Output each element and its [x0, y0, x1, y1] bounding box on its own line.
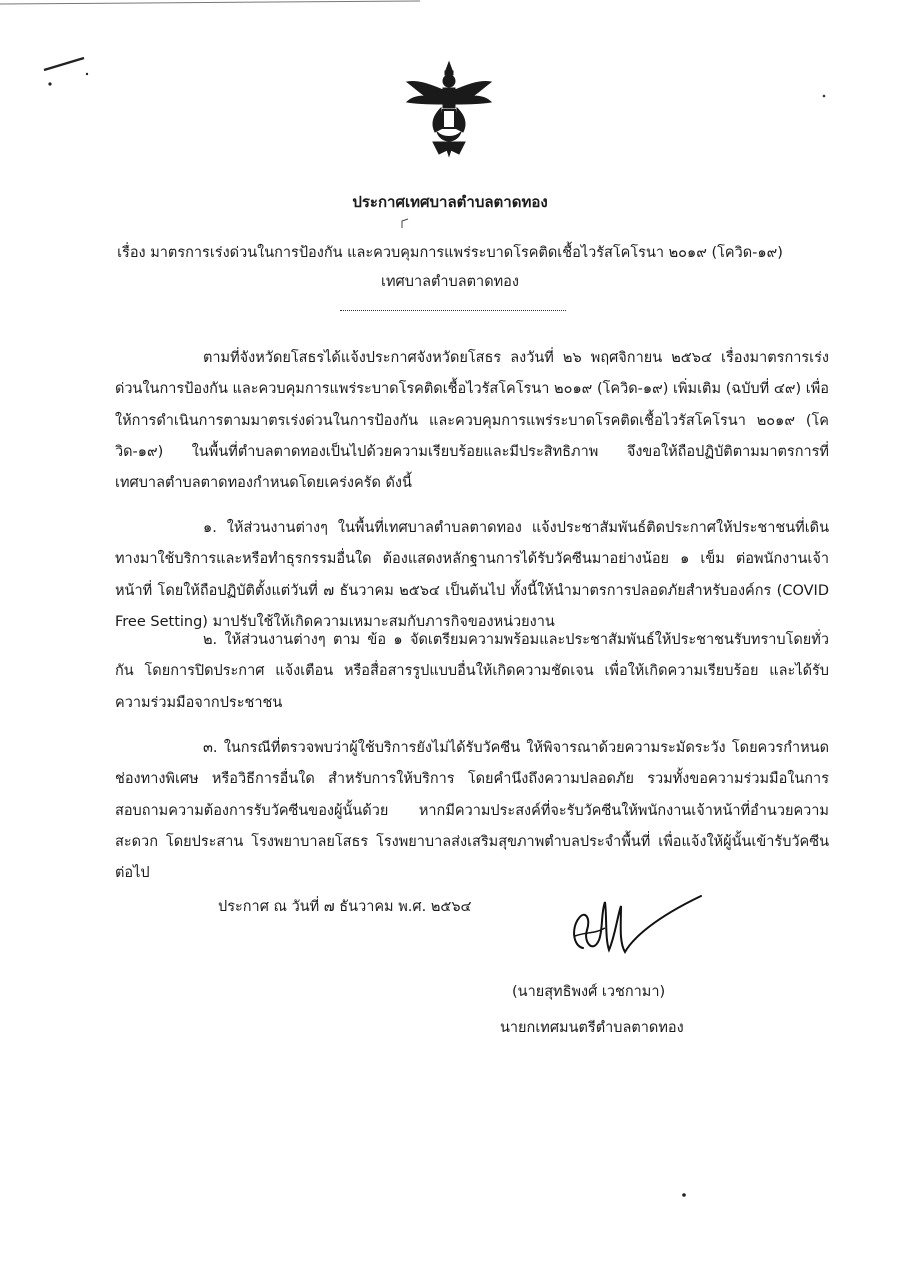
page-title: ประกาศเทศบาลตำบลตาดทอง [352, 193, 548, 211]
item-3-text: ๓. ในกรณีที่ตรวจพบว่าผู้ใช้บริการยังไม่ได้รับวัคซีน ให้พิจารณาด้วยความระมัดระวัง โดยควรกำหนดช่องทางพิเศษ หรือวิธีการอื่นใด สำหรับการให้บริการ โดยคำนึงถึงความปลอดภัย รวมทั้งขอความร่วมมือในการสอบถามความต้องการรับวัคซีนของผู้นั้นด้วย หากมีความประสงค์ที่จะรับวัคซีนให้พนักงานเจ้าหน้าที่อำนวยความสะดวก โดยประสาน โรงพยาบาลยโสธร โรงพยาบาลส่งเสริมสุขภาพตำบลประจำพื้นที่ เพื่อแจ้งให้ผู้นั้นเข้ารับวัคซีนต่อไป [115, 740, 829, 882]
scan-speck [400, 218, 410, 230]
signature-icon [565, 888, 705, 968]
item-3-paragraph [115, 733, 829, 889]
item-1-paragraph [115, 513, 829, 638]
signer-title: นายกเทศมนตรีตำบลตาดทอง [500, 1020, 684, 1036]
scan-speck [680, 1190, 688, 1200]
scan-speck [820, 92, 828, 100]
garuda-emblem-icon [403, 58, 495, 158]
item-2-text: ๒. ให้ส่วนงานต่างๆ ตาม ข้อ ๑ จัดเตรียมความพร้อมและประชาสัมพันธ์ให้ประชาชนรับทราบโดยทั่วกัน โดยการปิดประกาศ แจ้งเตือน หรือสื่อสารรูปแบบอื่นให้เกิดความชัดเจน เพื่อให้เกิดความเรียบร้อย และได้รับความร่วมมือจากประชาชน [115, 632, 829, 711]
intro-text: ตามที่จังหวัดยโสธรได้แจ้งประกาศจังหวัดยโสธร ลงวันที่ ๒๖ พฤศจิกายน ๒๕๖๔ เรื่องมาตรการเร่งด่วนในการป้องกัน และควบคุมการแพร่ระบาดโรคติดเชื้อไวรัสโคโรนา ๒๐๑๙ (โควิด-๑๙) เพิ่มเติม (ฉบับที่ ๔๙) เพื่อให้การดำเนินการตามมาตรเร่งด่วนในการป้องกัน และควบคุมการแพร่ระบาดโรคติดเชื้อไวรัสโคโรนา ๒๐๑๙ (โควิด-๑๙) ในพื้นที่ตำบลตาดทองเป็นไปด้วยความเรียบร้อยและมีประสิทธิภาพ จึงขอให้ถือปฏิบัติตามมาตรการที่เทศบาลตำบลตาดทองกำหนดโดยเคร่งครัด ดังนี้ [115, 350, 829, 492]
scan-edge-line [0, 0, 900, 8]
issuer-line: เทศบาลตำบลตาดทอง [381, 274, 519, 290]
signer-name: (นายสุทธิพงศ์ เวชกามา) [512, 984, 666, 1000]
dotted-divider [340, 310, 566, 311]
intro-paragraph [115, 343, 829, 499]
announce-date: ประกาศ ณ วันที่ ๗ ธันวาคม พ.ศ. ๒๕๖๔ [218, 899, 472, 915]
item-2-paragraph [115, 625, 829, 719]
item-1-text: ๑. ให้ส่วนงานต่างๆ ในพื้นที่เทศบาลตำบลตาดทอง แจ้งประชาสัมพันธ์ติดประกาศให้ประชาชนที่เดินทางมาใช้บริการและหรือทำธุรกรรมอื่นใด ต้องแสดงหลักฐานการได้รับวัคซีนมาอย่างน้อย ๑ เข็ม ต่อพนักงานเจ้าหน้าที่ โดยให้ถือปฏิบัติตั้งแต่วันที่ ๗ ธันวาคม ๒๕๖๔ เป็นต้นไป ทั้งนี้ให้นำมาตรการปลอดภัยสำหรับองค์กร (COVID Free Setting) มาปรับใช้ให้เกิดความเหมาะสมกับภารกิจของหน่วยงาน [115, 520, 829, 630]
scan-mark [40, 50, 100, 90]
subject-line: เรื่อง มาตรการเร่งด่วนในการป้องกัน และควบคุมการแพร่ระบาดโรคติดเชื้อไวรัสโคโรนา ๒๐๑๙ (โควิด-๑๙) [117, 245, 783, 261]
